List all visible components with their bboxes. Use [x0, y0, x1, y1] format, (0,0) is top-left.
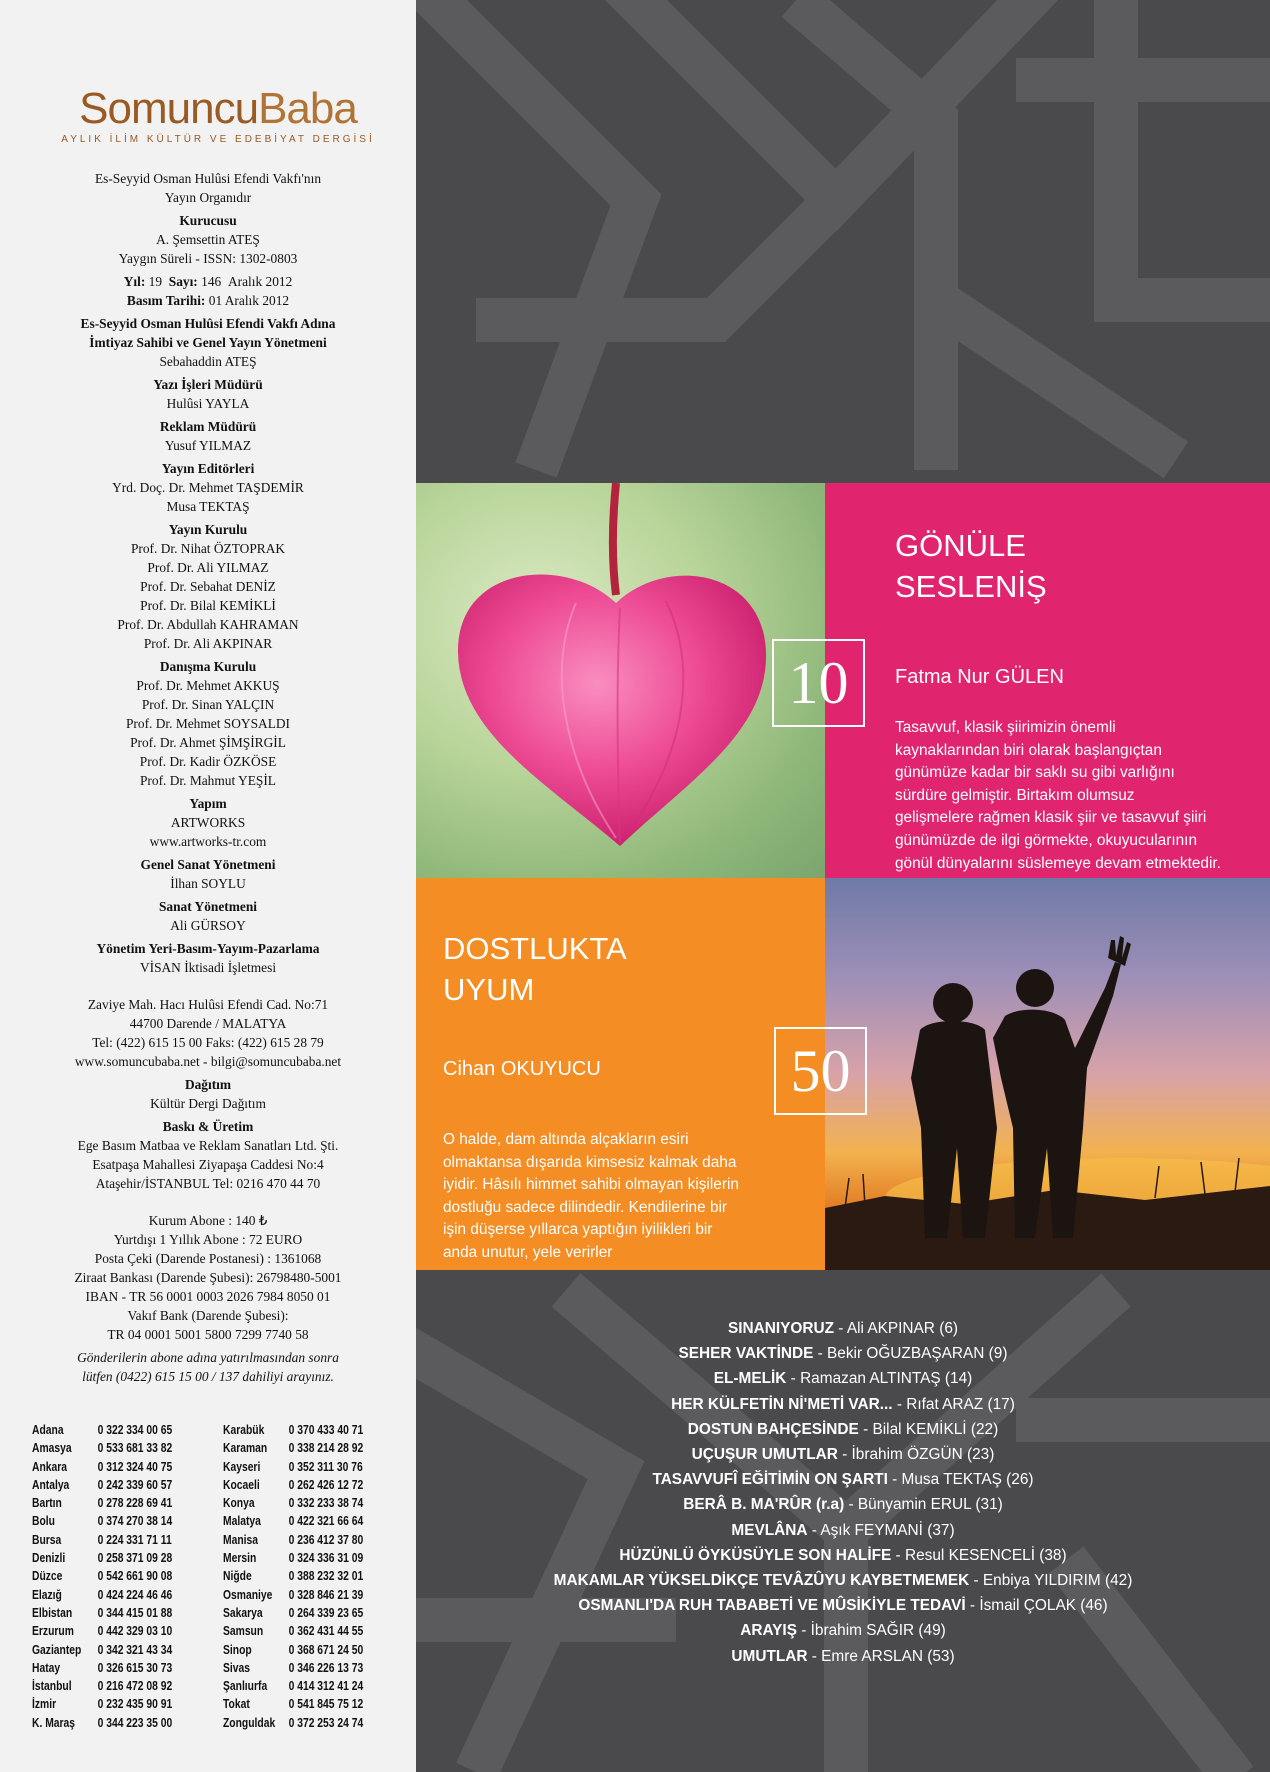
toc-entry[interactable] [416, 1366, 1270, 1391]
phone-number: 0 388 232 32 01 [288, 1569, 364, 1584]
subscription-line: IBAN - TR 56 0001 0003 2026 7984 8050 01 [85, 1289, 331, 1304]
address-line: Zaviye Mah. Hacı Hulûsi Efendi Cad. No:71 [87, 997, 329, 1012]
phone-number: 0 216 472 08 92 [97, 1679, 173, 1694]
page-number-box: 50 [774, 1027, 867, 1115]
phone-row [223, 1549, 379, 1567]
excerpt-line: dostluğu sadece dilindedir. Kendilerine bir [443, 1198, 728, 1216]
phone-city: Düzce [32, 1569, 63, 1584]
role-name: Prof. Dr. Sebahat DENİZ [140, 579, 276, 594]
masthead-column [0, 0, 416, 1772]
subscription-line: Posta Çeki (Darende Postanesi) : 1361068 [94, 1251, 322, 1266]
role-name: Ali GÜRSOY [170, 918, 246, 933]
phone-city: Şanlıurfa [223, 1679, 268, 1694]
role-name: Prof. Dr. Ahmet ŞİMŞİRGİL [130, 735, 286, 750]
phone-row [223, 1421, 379, 1439]
toc-title: ARAYIŞ [740, 1622, 797, 1640]
toc-entry[interactable] [416, 1518, 1270, 1543]
phone-number: 0 264 339 23 65 [288, 1605, 364, 1620]
phone-row [32, 1494, 188, 1512]
phone-number: 0 442 329 03 10 [97, 1624, 173, 1639]
role-name: Hulûsi YAYLA [166, 396, 250, 411]
phone-city: Bolu [32, 1514, 55, 1529]
friends-sunset-photo [825, 878, 1270, 1270]
feature-author: Fatma Nur GÜLEN [895, 666, 1064, 688]
phone-number: 0 232 435 90 91 [97, 1697, 173, 1712]
phone-number: 0 344 223 35 00 [97, 1715, 173, 1730]
phone-city: Mersin [223, 1551, 257, 1566]
phone-row [32, 1531, 188, 1549]
feature-title: GÖNÜLE SESLENİŞ [895, 528, 1047, 604]
phone-city: Osmaniye [223, 1587, 273, 1602]
printer-line: Ataşehir/İSTANBUL Tel: 0216 470 44 70 [95, 1176, 321, 1191]
role-name: Prof. Dr. Sinan YALÇIN [141, 697, 275, 712]
excerpt-line: kaynaklarından biri olarak başlangıçtan [895, 741, 1162, 759]
toc-author-page: - Rıfat ARAZ (17) [892, 1395, 1015, 1413]
phone-number: 0 422 321 66 64 [288, 1514, 364, 1529]
subscription-note: Gönderilerin abone adına yatırılmasından sonra [77, 1350, 339, 1365]
toc-title: EL-MELİK [713, 1370, 787, 1388]
role-name: Prof. Dr. Ali YILMAZ [147, 560, 269, 575]
role-name: Prof. Dr. Mahmut YEŞİL [139, 773, 276, 788]
phone-city: Elazığ [32, 1587, 62, 1602]
phone-row [32, 1439, 188, 1457]
phone-number: 0 258 371 09 28 [97, 1551, 173, 1566]
toc-title: TASAVVUFÎ EĞİTİMİN ON ŞARTI [652, 1471, 888, 1489]
phone-number: 0 262 426 12 72 [288, 1477, 364, 1492]
role-name: Prof. Dr. Ali AKPINAR [143, 636, 273, 651]
role-name: Prof. Dr. Abdullah KAHRAMAN [117, 617, 299, 632]
toc-title: MAKAMLAR YÜKSELDİKÇE TEVÂZÛYU KAYBETMEMEK [553, 1572, 970, 1590]
phone-city: Antalya [32, 1477, 70, 1492]
phone-row [32, 1659, 188, 1677]
phone-row [223, 1622, 379, 1640]
phone-number: 0 352 311 30 76 [288, 1459, 363, 1474]
phones-column-left [32, 1421, 222, 1732]
role-name: VİSAN İktisadi İşletmesi [139, 960, 277, 975]
phone-number: 0 322 334 00 65 [97, 1423, 173, 1437]
phone-city: Denizli [32, 1551, 66, 1566]
phone-number: 0 312 324 40 75 [97, 1459, 173, 1474]
toc-author-page: - Bünyamin ERUL (31) [844, 1496, 1003, 1514]
address-line: 44700 Darende / MALATYA [129, 1016, 287, 1031]
phone-row [32, 1421, 188, 1439]
role-name: Yusuf YILMAZ [164, 438, 252, 453]
role-name: Prof. Dr. Nihat ÖZTOPRAK [130, 541, 286, 556]
phone-row [223, 1586, 379, 1604]
phone-city: Karabük [223, 1423, 265, 1437]
toc-author-page: - Enbiya YILDIRIM (42) [969, 1572, 1133, 1590]
phone-city: İzmir [32, 1697, 57, 1712]
contact-phone: Tel: (422) 615 15 00 Faks: (422) 615 28 79 [92, 1035, 324, 1050]
phone-city: Karaman [223, 1441, 268, 1456]
phone-row [223, 1439, 379, 1457]
phone-city: Adana [32, 1423, 64, 1437]
phone-city: İstanbul [32, 1679, 72, 1694]
excerpt-line: gönül dünyalarını süslemeye devam etmektedir. [895, 854, 1221, 872]
owner-heading: İmtiyaz Sahibi ve Genel Yayın Yönetmeni [89, 335, 327, 350]
subscription-line: Ziraat Bankası (Darende Şubesi): 26798480-5001 [74, 1270, 342, 1285]
phone-number: 0 542 661 90 08 [97, 1569, 173, 1584]
issue-info: Yıl: 19 Sayı: 146 Aralık 2012 [123, 274, 293, 289]
role-name: Yrd. Doç. Dr. Mehmet TAŞDEMİR [112, 480, 304, 495]
toc-author-page: - Ramazan ALTINTAŞ (14) [786, 1370, 973, 1388]
phone-number: 0 368 671 24 50 [288, 1642, 364, 1657]
excerpt-line: olmaktansa dışarıda kimsesiz kalmak daha [443, 1153, 737, 1171]
phone-city: Samsun [223, 1624, 264, 1639]
phone-number: 0 414 312 41 24 [288, 1679, 364, 1694]
phone-row [32, 1549, 188, 1567]
toc-author-page: - Musa TEKTAŞ (26) [887, 1471, 1034, 1489]
feature-author: Cihan OKUYUCU [443, 1058, 601, 1080]
subscription-note: lütfen (0422) 615 15 00 / 137 dahiliyi arayınız. [82, 1369, 334, 1384]
phone-city: Kocaeli [223, 1477, 260, 1492]
role-name: Prof. Dr. Mehmet AKKUŞ [136, 678, 280, 693]
role-heading: Yazı İşleri Müdürü [153, 377, 263, 392]
phone-row [223, 1476, 379, 1494]
subscription-line: Vakıf Bank (Darende Şubesi): [127, 1308, 289, 1323]
phone-row [32, 1641, 188, 1659]
toc-entry[interactable] [416, 1644, 1270, 1669]
phone-row [32, 1512, 188, 1530]
phone-city: Amasya [32, 1441, 72, 1456]
phone-row [32, 1604, 188, 1622]
phone-city: Sivas [223, 1660, 250, 1675]
phone-number: 0 278 228 69 41 [97, 1496, 173, 1511]
role-name: Prof. Dr. Bilal KEMİKLİ [140, 598, 276, 613]
phone-row [223, 1512, 379, 1530]
publisher-line: Yayın Organıdır [164, 190, 252, 205]
excerpt-line: O halde, dam altında alçakların esiri [443, 1131, 689, 1148]
silhouettes-illustration [825, 878, 1270, 1270]
phone-number: 0 342 321 43 34 [97, 1642, 173, 1657]
logo-tagline: AYLIK İLİM KÜLTÜR VE EDEBİYAT DERGİSİ [61, 134, 375, 145]
toc-author-page: - Bekir OĞUZBAŞARAN (9) [813, 1345, 1008, 1363]
toc-title: HER KÜLFETİN Nİ'METİ VAR... [671, 1395, 893, 1413]
toc-title: OSMANLI'DA RUH TABABETİ VE MÛSİKİYLE TEDAVİ [578, 1597, 966, 1615]
toc-author-page: - İbrahim ÖZGÜN (23) [837, 1446, 995, 1464]
phone-city: Bartın [32, 1496, 62, 1511]
toc-entry[interactable] [416, 1341, 1270, 1366]
role-heading: Danışma Kurulu [159, 659, 257, 674]
phone-row [223, 1641, 379, 1659]
phone-city: Konya [223, 1496, 255, 1511]
printer-line: Esatpaşa Mahallesi Ziyapaşa Caddesi No:4 [92, 1157, 324, 1172]
phone-number: 0 541 845 75 12 [288, 1697, 364, 1712]
heart-flower-photo [416, 483, 825, 878]
excerpt-line: gelişmelere rağmen klasik şiir ve tasavvuf şiiri [895, 809, 1207, 827]
phone-row [32, 1476, 188, 1494]
role-name: Kültür Dergi Dağıtım [150, 1096, 266, 1111]
phone-city: Gaziantep [32, 1642, 82, 1657]
page-number-box: 10 [772, 639, 865, 727]
toc-title: UMUTLAR [731, 1647, 808, 1665]
magazine-logo [48, 86, 388, 145]
phone-row [223, 1714, 379, 1732]
phone-city: Malatya [223, 1514, 261, 1529]
phone-city: Bursa [32, 1532, 62, 1547]
toc-author-page: - İbrahim SAĞIR (49) [796, 1622, 946, 1640]
phone-row [32, 1586, 188, 1604]
phone-row [32, 1714, 188, 1732]
phones-column-right [223, 1421, 413, 1732]
toc-entry[interactable] [416, 1442, 1270, 1467]
phone-number: 0 236 412 37 80 [288, 1532, 364, 1547]
toc-entry[interactable] [416, 1467, 1270, 1492]
phone-number: 0 370 433 40 71 [288, 1423, 364, 1437]
phone-city: Ankara [32, 1459, 68, 1474]
toc-author-page: - Ali AKPINAR (6) [834, 1320, 959, 1337]
phone-city: Zonguldak [223, 1715, 276, 1730]
issn: Yaygın Süreli - ISSN: 1302-0803 [118, 251, 298, 266]
role-heading: Yönetim Yeri-Basım-Yayım-Pazarlama [96, 941, 320, 956]
phone-city: Kayseri [223, 1459, 261, 1474]
production-web: www.artworks-tr.com [149, 834, 267, 849]
phone-row [223, 1659, 379, 1677]
phone-row [32, 1695, 188, 1713]
toc-title: SINANIYORUZ [727, 1320, 834, 1337]
role-heading: Yapım [189, 796, 227, 811]
phone-row [32, 1622, 188, 1640]
toc-entry[interactable] [416, 1492, 1270, 1517]
toc-author-page: - Resul KESENCELİ (38) [891, 1546, 1067, 1564]
printer-line: Ege Basım Matbaa ve Reklam Sanatları Ltd. Şti. [77, 1138, 339, 1153]
feature-card-gonule-seslenis[interactable] [825, 483, 1270, 878]
role-name: Prof. Dr. Mehmet SOYSALDI [125, 716, 291, 731]
role-name: İlhan SOYLU [170, 876, 246, 891]
feature-excerpt [895, 717, 1270, 875]
feature-title: DOSTLUKTA UYUM [443, 931, 627, 1007]
phone-row [223, 1494, 379, 1512]
phone-row [32, 1567, 188, 1585]
toc-entry[interactable] [416, 1618, 1270, 1643]
subscription-line: Kurum Abone : 140 ₺ [148, 1213, 268, 1228]
phone-number: 0 224 331 71 11 [97, 1532, 172, 1547]
heart-flower-illustration [416, 483, 825, 878]
toc-author-page: - İsmail ÇOLAK (46) [965, 1597, 1108, 1615]
toc-entry[interactable] [416, 1543, 1270, 1568]
phone-number: 0 332 233 38 74 [288, 1496, 364, 1511]
phone-number: 0 324 336 31 09 [288, 1551, 364, 1566]
phone-city: Niğde [223, 1569, 252, 1584]
toc-title: BERÂ B. MA'RÛR (r.a) [683, 1496, 845, 1514]
role-name: ARTWORKS [170, 815, 246, 830]
phone-row [223, 1677, 379, 1695]
excerpt-line: günümüzde de ilgi görmekte, okuyucularının [895, 831, 1198, 849]
phone-city: K. Maraş [32, 1715, 76, 1730]
role-heading: Yayın Kurulu [168, 522, 248, 537]
phone-number: 0 328 846 21 39 [288, 1587, 364, 1602]
toc-author-page: - Emre ARSLAN (53) [807, 1647, 955, 1665]
toc-title: HÜZÜNLÜ ÖYKÜSÜYLE SON HALİFE [619, 1546, 892, 1564]
owner-name: Sebahaddin ATEŞ [159, 354, 257, 369]
phone-number: 0 533 681 33 82 [97, 1441, 173, 1456]
contents-panel [416, 0, 1270, 1772]
role-heading: Baskı & Üretim [162, 1119, 254, 1134]
phone-number: 0 362 431 44 55 [288, 1624, 364, 1639]
phone-city: Sinop [223, 1642, 252, 1657]
toc-title: SEHER VAKTİNDE [678, 1345, 814, 1363]
phone-number: 0 346 226 13 73 [288, 1660, 364, 1675]
toc-entry[interactable] [416, 1417, 1270, 1442]
imprint [20, 169, 396, 1390]
role-name: Musa TEKTAŞ [166, 499, 250, 514]
phone-city: Erzurum [32, 1624, 74, 1639]
role-heading: Genel Sanat Yönetmeni [140, 857, 276, 872]
phone-row [223, 1458, 379, 1476]
phone-city: Elbistan [32, 1605, 73, 1620]
role-heading: Sanat Yönetmeni [158, 899, 258, 914]
phone-row [223, 1695, 379, 1713]
founder-heading: Kurucusu [179, 213, 237, 228]
contact-web: www.somuncubaba.net - bilgi@somuncubaba.net [74, 1054, 342, 1069]
phone-number: 0 344 415 01 88 [97, 1605, 173, 1620]
excerpt-line: Tasavvuf, klasik şiirimizin önemli [895, 719, 1116, 736]
phone-number: 0 338 214 28 92 [288, 1441, 364, 1456]
toc-entry[interactable] [416, 1568, 1270, 1593]
excerpt-line: sürdüre gelmiştir. Birtakım olumsuz [895, 786, 1135, 804]
phone-row [32, 1458, 188, 1476]
founder-name: A. Şemsettin ATEŞ [156, 232, 260, 247]
phone-row [223, 1604, 379, 1622]
subscription-line: Yurtdışı 1 Yıllık Abone : 72 EURO [113, 1232, 303, 1247]
role-heading: Reklam Müdürü [159, 419, 257, 434]
phone-number: 0 372 253 24 74 [288, 1715, 364, 1730]
phone-city: Hatay [32, 1660, 61, 1675]
table-of-contents [416, 1316, 1270, 1669]
phone-city: Sakarya [223, 1605, 263, 1620]
print-date: Basım Tarihi: 01 Aralık 2012 [126, 293, 290, 308]
role-name: Prof. Dr. Kadir ÖZKÖSE [139, 754, 277, 769]
phone-row [32, 1677, 188, 1695]
publisher-line: Es-Seyyid Osman Hulûsi Efendi Vakfı'nın [94, 171, 322, 186]
excerpt-line: işin düşerse yıllarca yaptığın iyilikleri bir [443, 1221, 713, 1239]
toc-entry[interactable] [416, 1392, 1270, 1417]
phone-number: 0 242 339 60 57 [97, 1477, 173, 1492]
subscription-line: TR 04 0001 5001 5800 7299 7740 58 [107, 1327, 309, 1342]
excerpt-line: anda unutur, yele verirler [443, 1243, 613, 1261]
excerpt-line: iyidir. Hâsılı himmet sahibi olmayan kişilerin [443, 1176, 739, 1194]
phone-city: Tokat [223, 1697, 250, 1712]
toc-entry[interactable] [416, 1593, 1270, 1618]
toc-author-page: - Bilal KEMİKLİ (22) [858, 1420, 999, 1438]
phone-city: Manisa [223, 1532, 259, 1547]
toc-entry[interactable] [416, 1316, 1270, 1341]
feature-card-dostlukta-uyum[interactable] [416, 878, 825, 1270]
excerpt-line: günümüze kadar bir saklı su gibi varlığını [895, 764, 1175, 782]
toc-author-page: - Aşık FEYMANİ (37) [807, 1521, 955, 1539]
phone-row [223, 1567, 379, 1585]
role-heading: Yayın Editörleri [161, 461, 255, 476]
phone-number: 0 374 270 38 14 [97, 1514, 173, 1529]
feature-excerpt [443, 1129, 813, 1265]
phone-number: 0 424 224 46 46 [97, 1587, 173, 1602]
phone-number: 0 326 615 30 73 [97, 1660, 173, 1675]
toc-title: MEVLÂNA [731, 1521, 808, 1539]
phone-row [223, 1531, 379, 1549]
toc-title: UÇUŞUR UMUTLAR [691, 1446, 838, 1464]
role-heading: Dağıtım [184, 1077, 232, 1092]
toc-title: DOSTUN BAHÇESİNDE [687, 1420, 859, 1438]
owner-heading: Es-Seyyid Osman Hulûsi Efendi Vakfı Adına [80, 316, 336, 331]
logo-wordmark: SomuncuBaba [79, 84, 357, 133]
